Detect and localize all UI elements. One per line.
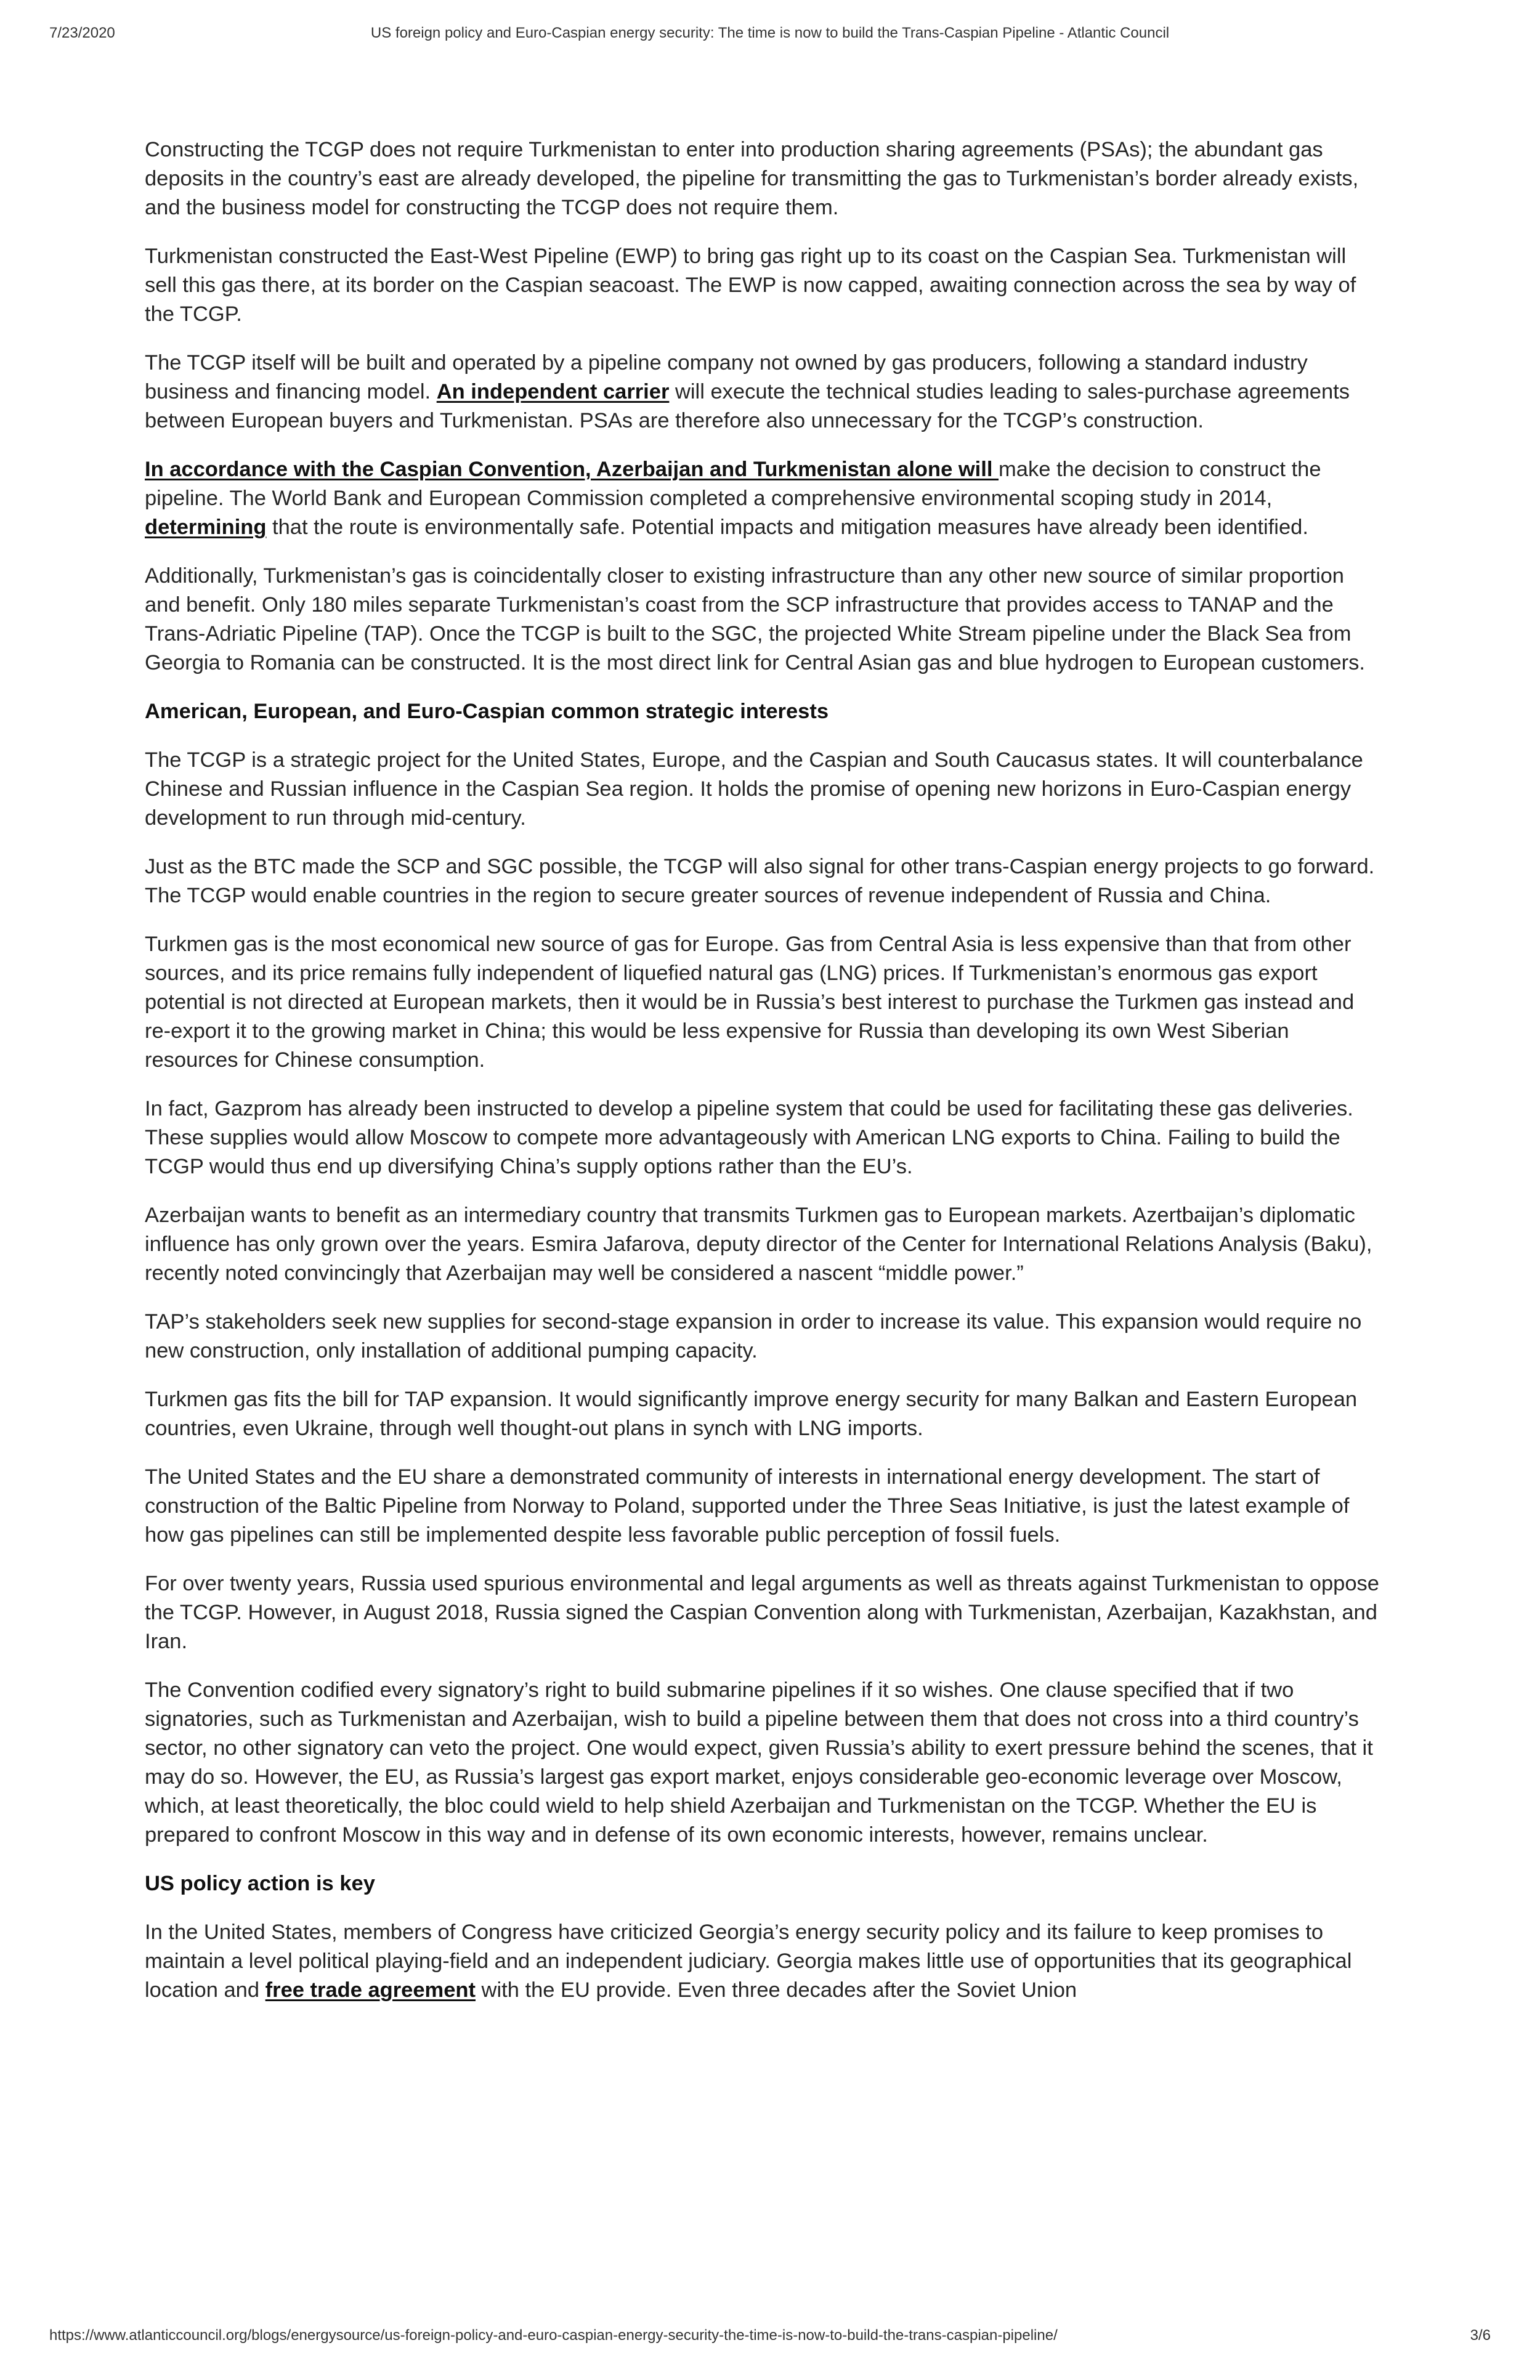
paragraph-11: TAP’s stakeholders seek new supplies for second-stage expansion in order to increase its value. This expansion would require no new construction, only installation of additional pumping capacity. bbox=[145, 1310, 1362, 1362]
determining-link[interactable]: determining bbox=[145, 516, 267, 539]
paragraph-15: The Convention codified every signatory’s right to build submarine pipelines if it so wishes. One clause specified that if two signatories, such as Turkmenistan and Azerbaijan, wish to build a pipeline between them that does not cross into a third country’s sector, no other signatory can veto the project. One would expect, given Russia’s ability to exert pressure behind the scenes, that it may do so. However, the EU, as Russia’s largest gas export market, enjoys considerable geo-economic leverage over Moscow, which, at least theoretically, the bloc could wield to help shield Azerbaijan and Turkmenistan on the TCGP. Whether the EU is prepared to confront Moscow in this way and in defense of its own economic interests, however, remains unclear. bbox=[145, 1678, 1373, 1847]
paragraph-3-text-a: The TCGP itself will be built and operated by a pipeline company not owned by gas producers, following a standard industry business and financing model. bbox=[145, 351, 1308, 403]
paragraph-1: Constructing the TCGP does not require Turkmenistan to enter into production sharing agreements (PSAs); the abundant gas deposits in the country’s east are already developed, the pipeline for transmitting the gas to Turkmenistan’s border already exists, and the business model for constructing the TCGP does not require them. bbox=[145, 138, 1359, 219]
paragraph-3 bbox=[145, 349, 1383, 435]
independent-carrier-link[interactable]: An independent carrier bbox=[436, 380, 670, 403]
paragraph-2: Turkmenistan constructed the East-West Pipeline (EWP) to bring gas right up to its coast on the Caspian Sea. Turkmenistan will sell this gas there, at its border on the Caspian seacoast. The EWP is now capped, awaiting connection across the sea by way of the TCGP. bbox=[145, 245, 1356, 326]
paragraph-10: Azerbaijan wants to benefit as an intermediary country that transmits Turkmen gas to European markets. Azertbaijan’s diplomatic influence has only grown over the years. Esmira Jafarova, deputy director of the Center for International Relations Analysis (Baku), recently noted convincingly that Azerbaijan may well be considered a nascent “middle power.” bbox=[145, 1204, 1372, 1285]
paragraph-16-text-a: In the United States, members of Congress have criticized Georgia’s energy security policy and its failure to keep promises to maintain a level political playing-field and an independent judiciary. Georgia makes little use of opportunities that its geographical location and bbox=[145, 1921, 1352, 2002]
paragraph-14: For over twenty years, Russia used spurious environmental and legal arguments as well as threats against Turkmenistan to oppose the TCGP. However, in August 2018, Russia signed the Caspian Convention along with Turkmenistan, Azerbaijan, Kazakhstan, and Iran. bbox=[145, 1572, 1379, 1653]
paragraph-4-text-a: make the decision to construct the pipeline. The World Bank and European Commission completed a comprehensive environmental scoping study in 2014, bbox=[145, 458, 1321, 510]
paragraph-3-text-b: will execute the technical studies leading to sales-purchase agreements between European buyers and Turkmenistan. PSAs are therefore also unnecessary for the TCGP’s construction. bbox=[145, 380, 1350, 432]
free-trade-agreement-link[interactable]: free trade agreement bbox=[265, 1978, 476, 2002]
paragraph-16 bbox=[145, 1918, 1383, 2005]
print-header bbox=[49, 25, 1491, 49]
print-footer bbox=[49, 2327, 1491, 2352]
paragraph-6: The TCGP is a strategic project for the United States, Europe, and the Caspian and South Caucasus states. It will counterbalance Chinese and Russian influence in the Caspian Sea region. It holds the promise of opening new horizons in Euro-Caspian energy development to run through mid-century. bbox=[145, 748, 1363, 830]
document-title: US foreign policy and Euro-Caspian energy security: The time is now to build the Trans-Caspian Pipeline - Atlantic Council bbox=[370, 25, 1170, 41]
article-body bbox=[145, 136, 1383, 2025]
paragraph-16-text-b: with the EU provide. Even three decades after the Soviet Union bbox=[475, 1978, 1077, 2002]
paragraph-8: Turkmen gas is the most economical new source of gas for Europe. Gas from Central Asia is less expensive than that from other sources, and its price remains fully independent of liquefied natural gas (LNG) prices. If Turkmenistan’s enormous gas export potential is not directed at European markets, then it would be in Russia’s best interest to purchase the Turkmen gas instead and re-export it to the growing market in China; this would be less expensive for Russia than developing its own West Siberian resources for Chinese consumption. bbox=[145, 933, 1355, 1072]
print-date: 7/23/2020 bbox=[49, 25, 115, 41]
section-heading-us-policy: US policy action is key bbox=[145, 1872, 375, 1895]
caspian-convention-link[interactable]: In accordance with the Caspian Convention, Azerbaijan and Turkmenistan alone will bbox=[145, 458, 999, 481]
page-number: 3/6 bbox=[1470, 2327, 1491, 2344]
paragraph-13: The United States and the EU share a demonstrated community of interests in international energy development. The start of construction of the Baltic Pipeline from Norway to Poland, supported under the Three Seas Initiative, is just the latest example of how gas pipelines can still be implemented despite less favorable public perception of fossil fuels. bbox=[145, 1465, 1350, 1547]
paragraph-9: In fact, Gazprom has already been instructed to develop a pipeline system that could be used for facilitating these gas deliveries. These supplies would allow Moscow to compete more advantageously with American LNG exports to China. Failing to build the TCGP would thus end up diversifying China’s supply options rather than the EU’s. bbox=[145, 1097, 1353, 1178]
paragraph-4-text-b: that the route is environmentally safe. Potential impacts and mitigation measures have already been identified. bbox=[266, 516, 1308, 539]
section-heading-strategic-interests: American, European, and Euro-Caspian common strategic interests bbox=[145, 700, 829, 723]
paragraph-5: Additionally, Turkmenistan’s gas is coincidentally closer to existing infrastructure than any other new source of similar proportion and benefit. Only 180 miles separate Turkmenistan’s coast from the SCP infrastructure that provides access to TANAP and the Trans-Adriatic Pipeline (TAP). Once the TCGP is built to the SGC, the projected White Stream pipeline under the Black Sea from Georgia to Romania can be constructed. It is the most direct link for Central Asian gas and blue hydrogen to European customers. bbox=[145, 564, 1365, 674]
page-url: https://www.atlanticcouncil.org/blogs/energysource/us-foreign-policy-and-euro-caspian-energy-security-the-time-is-now-to-build-the-trans-caspian-pipeline/ bbox=[49, 2327, 1058, 2344]
paragraph-7: Just as the BTC made the SCP and SGC possible, the TCGP will also signal for other trans-Caspian energy projects to go forward. The TCGP would enable countries in the region to secure greater sources of revenue independent of Russia and China. bbox=[145, 855, 1375, 907]
paragraph-4 bbox=[145, 455, 1383, 542]
paragraph-12: Turkmen gas fits the bill for TAP expansion. It would significantly improve energy security for many Balkan and Eastern European countries, even Ukraine, through well thought-out plans in synch with LNG imports. bbox=[145, 1388, 1358, 1440]
